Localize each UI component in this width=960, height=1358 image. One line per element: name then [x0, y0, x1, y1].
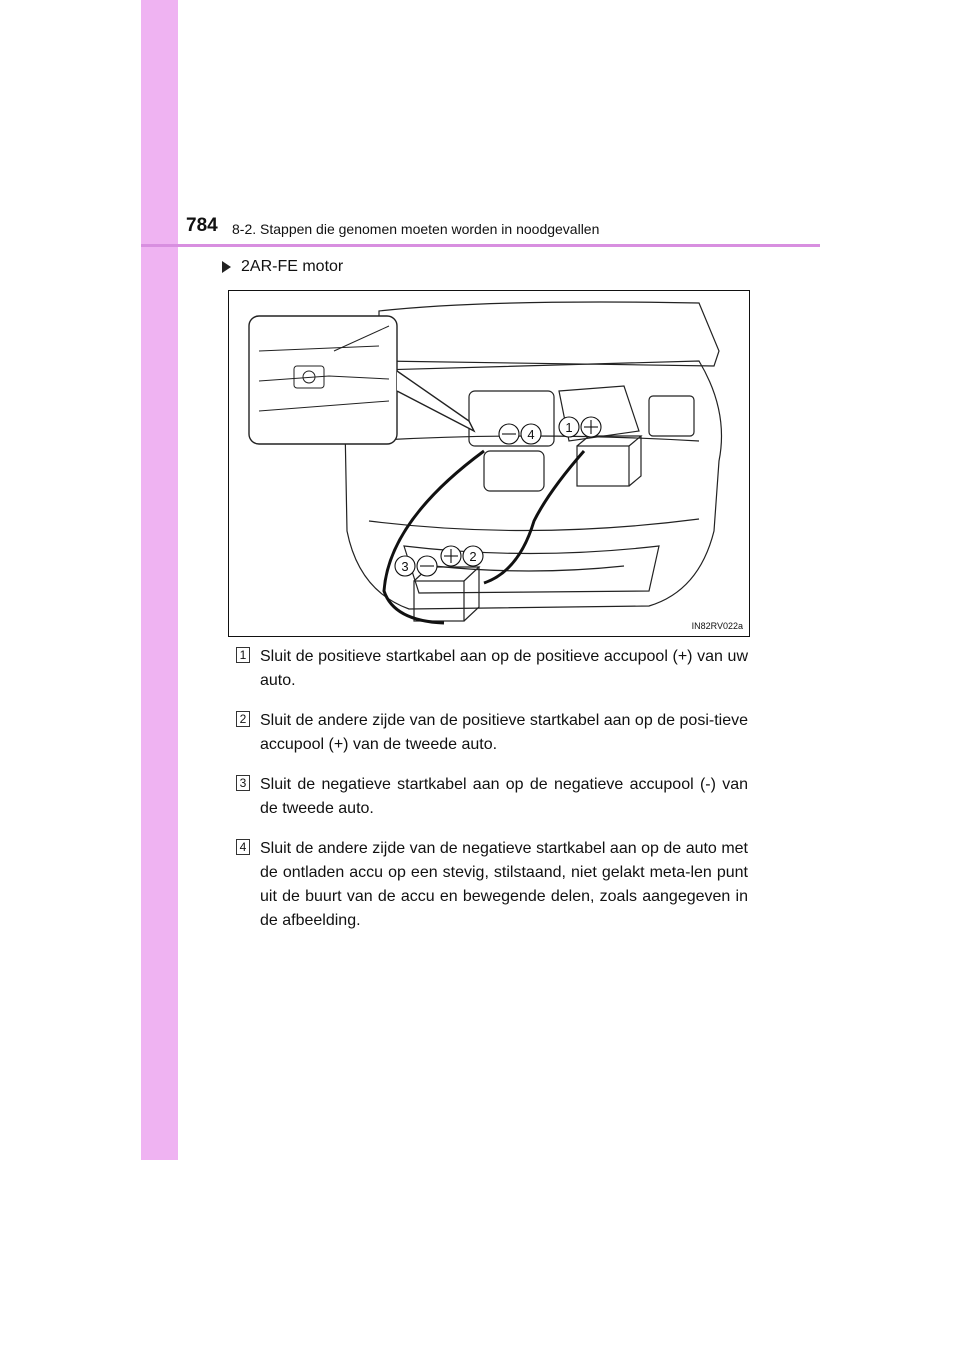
step-list: [236, 645, 748, 949]
step-number: 4: [236, 839, 250, 855]
callout-1: 1: [565, 420, 573, 435]
engine-bay-illustration: [228, 290, 750, 637]
header-rule: [141, 244, 820, 247]
callout-4: 4: [527, 427, 535, 442]
step-text: Sluit de andere zijde van de positieve startkabel aan op de posi-tieve accupool (+) van de tweede auto.: [260, 712, 748, 753]
variant-label: 2AR-FE motor: [241, 258, 344, 275]
step-text: Sluit de positieve startkabel aan op de positieve accupool (+) van uw auto.: [260, 648, 748, 689]
triangle-bullet-icon: [222, 261, 231, 273]
engine-jump-start-drawing: [229, 291, 749, 636]
section-title: 8-2. Stappen die genomen moeten worden in noodgevallen: [232, 221, 600, 237]
header-band: [141, 200, 178, 246]
callout-2: 2: [469, 549, 477, 564]
step-item: [236, 709, 748, 757]
step-text: Sluit de andere zijde van de negatieve startkabel aan op de auto met de ontladen accu op een stevig, stilstaand, niet gelakt meta-len punt uit de buurt van de accu en bewegende delen, zoals aangegeven in de afbeelding.: [260, 840, 748, 929]
figure-code: IN82RV022a: [691, 621, 743, 631]
chapter-side-tab: [141, 0, 178, 1160]
step-item: [236, 645, 748, 693]
step-number: 2: [236, 711, 250, 727]
step-number: 1: [236, 647, 250, 663]
variant-heading: [222, 258, 343, 276]
step-item: [236, 837, 748, 933]
step-number: 3: [236, 775, 250, 791]
step-text: Sluit de negatieve startkabel aan op de negatieve accupool (-) van de tweede auto.: [260, 776, 748, 817]
step-item: [236, 773, 748, 821]
callout-3: 3: [401, 559, 409, 574]
page-number: 784: [186, 215, 218, 236]
